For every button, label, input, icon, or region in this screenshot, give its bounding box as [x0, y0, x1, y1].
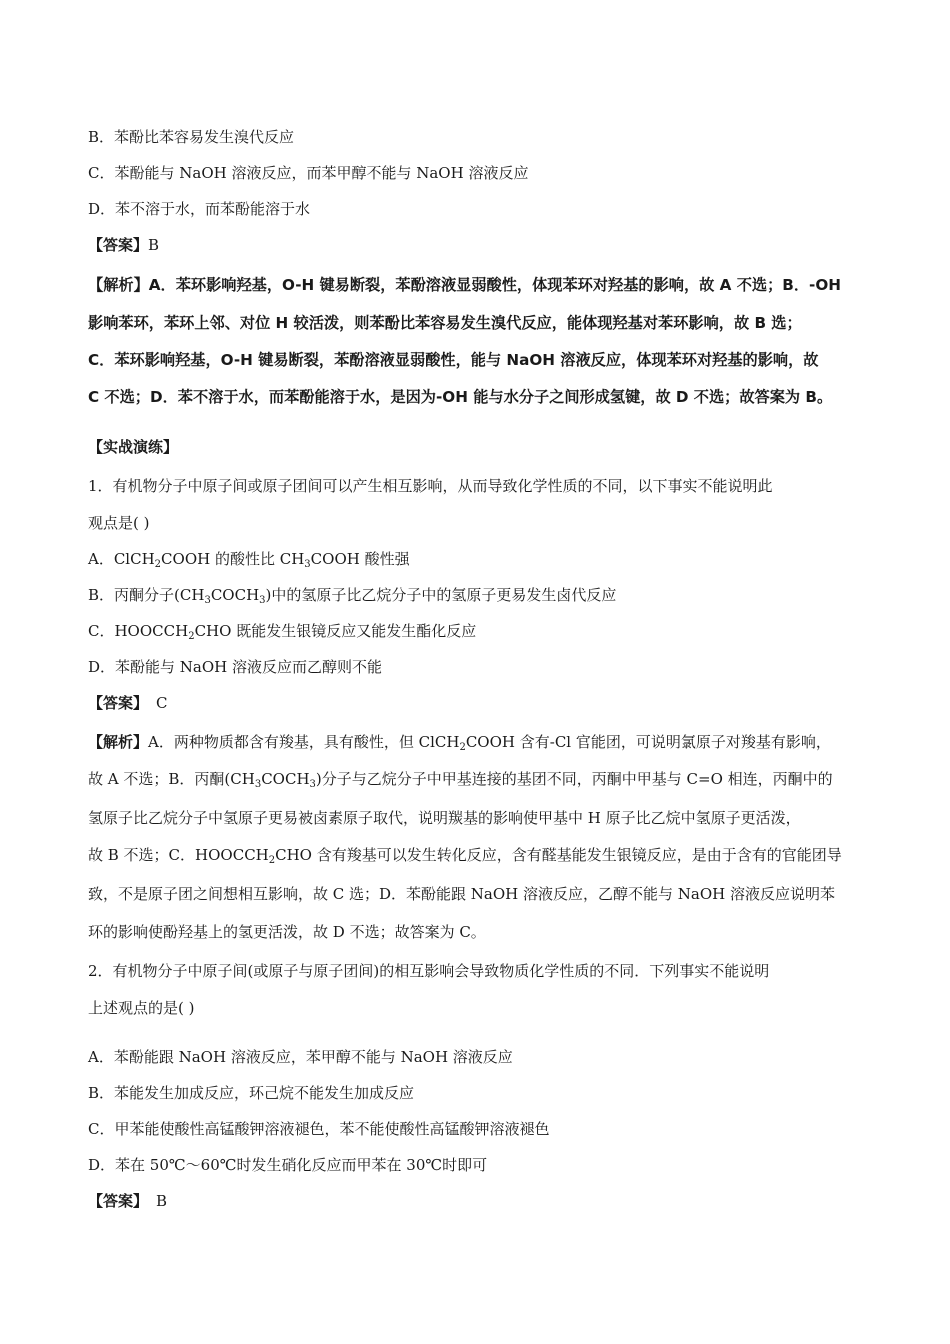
analysis-label: 【解析】	[88, 733, 149, 751]
answer-label: 【答案】	[88, 1192, 149, 1210]
q1-analysis-line-3: 氢原子比乙烷分子中氢原子更易被卤素原子取代，说明羰基的影响使甲基中 H 原子比乙烷中氢原子更活泼，	[88, 809, 801, 827]
q1-option-b: B．丙酮分子$(CH_3COCH_3)$中的氢原子比乙烷分子中的氢原子更易发生卤代反应	[88, 586, 617, 606]
prev-option-d: D．苯不溶于水，而苯酚能溶于水	[88, 200, 311, 218]
prev-analysis-line-4: C 不选；D．苯不溶于水，而苯酚能溶于水，是因为-OH 能与水分子之间形成氢键，故 D 不选；故答案为 B。	[88, 388, 833, 406]
prev-analysis-line-3: C．苯环影响羟基，O-H 键易断裂，苯酚溶液显弱酸性，能与 NaOH 溶液反应，体现苯环对羟基的影响，故	[88, 351, 819, 369]
q1-analysis-line-6: 环的影响使酚羟基上的氢更活泼，故 D 不选；故答案为 C。	[88, 923, 486, 941]
answer-value: C	[156, 694, 168, 712]
q2-stem-line-1: 2．有机物分子中原子间(或原子与原子团间)的相互影响会导致物质化学性质的不同．下列事实不能说明	[88, 962, 770, 980]
q2-option-b: B．苯能发生加成反应，环己烷不能发生加成反应	[88, 1084, 415, 1102]
prev-answer	[88, 235, 159, 255]
q1-stem-line-1: 1．有机物分子中原子间或原子团间可以产生相互影响，从而导致化学性质的不同，以下事实不能说明此	[88, 477, 773, 495]
q2-option-a: A．苯酚能跟 NaOH 溶液反应，苯甲醇不能与 NaOH 溶液反应	[88, 1048, 513, 1066]
q1-option-c: C．$HOOCCH_2CHO$ 既能发生银镜反应又能发生酯化反应	[88, 622, 477, 642]
prev-option-b: B．苯酚比苯容易发生溴代反应	[88, 128, 295, 146]
q2-stem-line-2: 上述观点的是( )	[88, 999, 195, 1017]
q1-analysis-line-4: 故 B 不选；C．$HOOCCH_2CHO$ 含有羧基可以发生转化反应，含有醛基能发生银镜反应，是由于含有的官能团导	[88, 846, 842, 866]
prev-analysis-line-2: 影响苯环，苯环上邻、对位 H 较活泼，则苯酚比苯容易发生溴代反应，能体现羟基对苯环影响，故 B 选；	[88, 314, 802, 332]
q1-answer	[88, 693, 168, 713]
answer-value: B	[148, 236, 160, 254]
q1-stem-line-2: 观点是( )	[88, 514, 150, 532]
prev-option-c: C．苯酚能与 NaOH 溶液反应，而苯甲醇不能与 NaOH 溶液反应	[88, 164, 529, 182]
prev-analysis-line-1: 【解析】A．苯环影响羟基，O-H 键易断裂，苯酚溶液显弱酸性，体现苯环对羟基的影响，故 A 不选；B．-OH	[88, 276, 841, 294]
answer-value: B	[156, 1192, 168, 1210]
q1-analysis-line-1: 【解析】A．两种物质都含有羧基，具有酸性，但 ClCH$_2$COOH 含有-Cl 官能团，可说明氯原子对羧基有影响，	[88, 733, 831, 753]
q2-option-d: D．苯在 50℃～60℃时发生硝化反应而甲苯在 30℃时即可	[88, 1156, 488, 1174]
section-title: 【实战演练】	[88, 438, 179, 456]
analysis-label: 【解析】	[88, 276, 149, 294]
q2-option-c: C．甲苯能使酸性高锰酸钾溶液褪色，苯不能使酸性高锰酸钾溶液褪色	[88, 1120, 550, 1138]
q1-analysis-line-2: 故 A 不选；B．丙酮$(CH_3COCH_3)$分子与乙烷分子中甲基连接的基团不同，丙酮中甲基与 C=O 相连，丙酮中的	[88, 770, 833, 790]
answer-label: 【答案】	[88, 694, 149, 712]
q1-analysis-line-5: 致，不是原子团之间想相互影响，故 C 选；D．苯酚能跟 NaOH 溶液反应，乙醇不能与 NaOH 溶液反应说明苯	[88, 885, 836, 903]
q1-option-a: A．ClCH$_2$COOH 的酸性比 $CH_3COOH$ 酸性强	[88, 550, 410, 570]
answer-label: 【答案】	[88, 236, 149, 254]
q2-answer	[88, 1191, 167, 1211]
q1-option-d: D．苯酚能与 NaOH 溶液反应而乙醇则不能	[88, 658, 383, 676]
